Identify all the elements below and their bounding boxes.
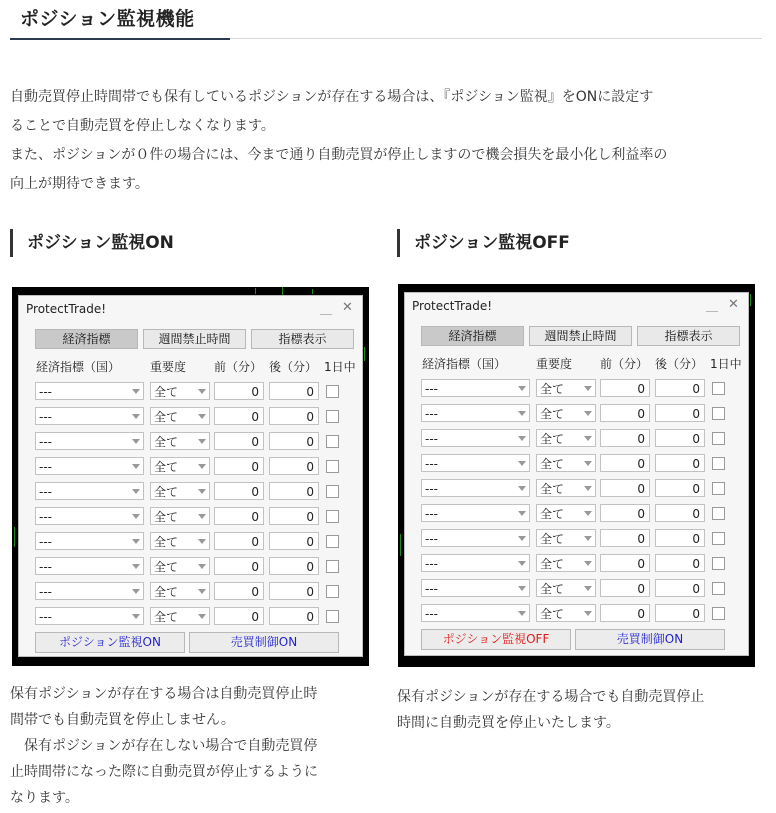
minutes-before-input[interactable]: 0 [600, 479, 650, 497]
tab-indicator-display[interactable]: 指標表示 [251, 329, 354, 349]
country-select-value: --- [39, 460, 52, 474]
all-day-checkbox[interactable] [326, 485, 339, 498]
indicator-row [19, 532, 362, 554]
importance-select[interactable] [150, 432, 210, 450]
minutes-after-input[interactable]: 0 [269, 507, 319, 525]
importance-select-value: 全て [154, 485, 179, 499]
country-select-value: --- [425, 382, 438, 396]
country-select-value: --- [425, 457, 438, 471]
indicator-row [405, 379, 748, 401]
chevron-down-icon [584, 536, 592, 541]
caption-line: 間帯でも自動売買を停止しません。 [10, 712, 235, 728]
indicator-row [405, 579, 748, 601]
chart-tick [255, 288, 256, 294]
importance-select-value: 全て [154, 610, 179, 624]
importance-select-value: 全て [540, 482, 565, 496]
close-icon[interactable]: ✕ [728, 297, 739, 312]
title-underline-accent [10, 38, 230, 40]
header-all-day: 1日中 [324, 360, 356, 374]
country-select-value: --- [425, 532, 438, 546]
importance-select-value: 全て [540, 582, 565, 596]
chevron-down-icon [132, 514, 140, 519]
screenshot-monitor-off [398, 284, 755, 667]
chevron-down-icon [198, 489, 206, 494]
caption-line: なります。 [10, 790, 79, 806]
close-icon[interactable]: ✕ [342, 300, 353, 315]
country-select[interactable] [421, 529, 530, 547]
header-importance: 重要度 [536, 357, 573, 371]
section-title: ポジション監視機能 [20, 8, 195, 30]
minutes-before-input[interactable]: 0 [214, 532, 264, 550]
chevron-down-icon [132, 389, 140, 394]
all-day-checkbox[interactable] [712, 457, 725, 470]
indicator-row [19, 382, 362, 404]
country-select-value: --- [39, 435, 52, 449]
all-day-checkbox[interactable] [712, 532, 725, 545]
chevron-down-icon [584, 461, 592, 466]
window-title: ProtectTrade! [412, 299, 493, 313]
chevron-down-icon [198, 539, 206, 544]
minutes-before-input[interactable]: 0 [600, 429, 650, 447]
country-select[interactable] [421, 579, 530, 597]
minutes-after-input[interactable]: 0 [655, 404, 705, 422]
all-day-checkbox[interactable] [712, 557, 725, 570]
importance-select-value: 全て [540, 382, 565, 396]
tab-weekly-prohibited-time[interactable]: 週間禁止時間 [143, 329, 246, 349]
chevron-down-icon [584, 386, 592, 391]
chevron-down-icon [518, 411, 526, 416]
country-select-value: --- [39, 485, 52, 499]
header-minutes-after: 後（分） [655, 357, 704, 371]
all-day-checkbox[interactable] [712, 507, 725, 520]
minutes-before-input[interactable]: 0 [214, 457, 264, 475]
importance-select[interactable] [536, 504, 596, 522]
all-day-checkbox[interactable] [712, 607, 725, 620]
indicator-row [405, 454, 748, 476]
chevron-down-icon [132, 414, 140, 419]
header-all-day: 1日中 [710, 357, 742, 371]
minutes-after-input[interactable]: 0 [269, 582, 319, 600]
window-title: ProtectTrade! [26, 302, 107, 316]
minutes-before-input[interactable]: 0 [600, 404, 650, 422]
chevron-down-icon [584, 586, 592, 591]
all-day-checkbox[interactable] [326, 560, 339, 573]
indicator-row [19, 607, 362, 629]
country-select[interactable] [421, 554, 530, 572]
importance-select[interactable] [536, 454, 596, 472]
all-day-checkbox[interactable] [712, 582, 725, 595]
importance-select-value: 全て [540, 507, 565, 521]
chevron-down-icon [198, 614, 206, 619]
heading-monitor-off: ポジション監視OFF [397, 229, 570, 257]
intro-line: ることで自動売買を停止しなくなります。 [10, 118, 275, 134]
country-select-value: --- [425, 432, 438, 446]
all-day-checkbox[interactable] [326, 435, 339, 448]
intro-line: 向上が期待できます。 [10, 176, 149, 192]
minutes-after-input[interactable]: 0 [655, 504, 705, 522]
indicator-row [405, 429, 748, 451]
indicator-row [405, 604, 748, 626]
chevron-down-icon [198, 439, 206, 444]
country-select[interactable] [35, 482, 144, 500]
caption-line: 止時間帯になった際に自動売買が停止するように [10, 764, 318, 780]
country-select[interactable] [421, 479, 530, 497]
country-select-value: --- [425, 557, 438, 571]
importance-select[interactable] [150, 582, 210, 600]
importance-select[interactable] [150, 532, 210, 550]
indicator-row [19, 557, 362, 579]
importance-select-value: 全て [154, 410, 179, 424]
importance-select[interactable] [536, 604, 596, 622]
chevron-down-icon [132, 564, 140, 569]
chevron-down-icon [198, 414, 206, 419]
minimize-icon[interactable]: ＿ [320, 302, 333, 316]
all-day-checkbox[interactable] [326, 410, 339, 423]
chart-tick [312, 289, 313, 294]
importance-select[interactable] [150, 457, 210, 475]
all-day-checkbox[interactable] [326, 385, 339, 398]
chevron-down-icon [518, 436, 526, 441]
indicator-row [405, 529, 748, 551]
all-day-checkbox[interactable] [712, 382, 725, 395]
all-day-checkbox[interactable] [712, 482, 725, 495]
importance-select[interactable] [150, 557, 210, 575]
all-day-checkbox[interactable] [326, 510, 339, 523]
caption-line: 時間に自動売買を停止いたします。 [397, 715, 620, 731]
all-day-checkbox[interactable] [326, 585, 339, 598]
chevron-down-icon [584, 486, 592, 491]
country-select[interactable] [421, 379, 530, 397]
tab-indicator-display[interactable]: 指標表示 [637, 326, 740, 346]
country-select-value: --- [425, 482, 438, 496]
indicator-row [19, 407, 362, 429]
minutes-after-input[interactable]: 0 [269, 457, 319, 475]
header-importance: 重要度 [150, 360, 187, 374]
country-select[interactable] [421, 429, 530, 447]
indicator-row [19, 482, 362, 504]
importance-select[interactable] [150, 382, 210, 400]
minutes-after-input[interactable]: 0 [269, 482, 319, 500]
chevron-down-icon [584, 561, 592, 566]
chevron-down-icon [518, 561, 526, 566]
minutes-after-input[interactable]: 0 [269, 407, 319, 425]
importance-select-value: 全て [540, 457, 565, 471]
heading-monitor-on: ポジション監視ON [10, 229, 174, 257]
importance-select[interactable] [536, 529, 596, 547]
minutes-after-input[interactable]: 0 [655, 379, 705, 397]
importance-select-value: 全て [154, 510, 179, 524]
intro-line: また、ポジションが０件の場合には、今まで通り自動売買が停止しますので機会損失を最小化し利益率の [10, 147, 668, 163]
minutes-before-input[interactable]: 0 [214, 432, 264, 450]
chevron-down-icon [132, 589, 140, 594]
importance-select[interactable] [150, 482, 210, 500]
minutes-after-input[interactable]: 0 [655, 529, 705, 547]
all-day-checkbox[interactable] [326, 460, 339, 473]
importance-select-value: 全て [154, 435, 179, 449]
header-country: 経済指標（国） [422, 357, 507, 371]
importance-select-value: 全て [540, 557, 565, 571]
chevron-down-icon [132, 439, 140, 444]
position-monitor-button[interactable]: ポジション監視ON [35, 632, 185, 653]
minutes-after-input[interactable]: 0 [269, 607, 319, 625]
chevron-down-icon [518, 586, 526, 591]
country-select[interactable] [421, 404, 530, 422]
tab-econ-indicators[interactable]: 経済指標 [35, 329, 138, 349]
minutes-after-input[interactable]: 0 [269, 532, 319, 550]
indicator-row [405, 554, 748, 576]
tab-weekly-prohibited-time[interactable]: 週間禁止時間 [529, 326, 632, 346]
tab-econ-indicators[interactable]: 経済指標 [421, 326, 524, 346]
chevron-down-icon [584, 411, 592, 416]
minutes-after-input[interactable]: 0 [269, 382, 319, 400]
indicator-row [19, 507, 362, 529]
minutes-before-input[interactable]: 0 [214, 507, 264, 525]
minutes-after-input[interactable]: 0 [655, 429, 705, 447]
position-monitor-button[interactable]: ポジション監視OFF [421, 629, 571, 650]
chevron-down-icon [198, 589, 206, 594]
minutes-before-input[interactable]: 0 [600, 579, 650, 597]
chevron-down-icon [198, 464, 206, 469]
minutes-before-input[interactable]: 0 [214, 382, 264, 400]
trade-control-button[interactable]: 売買制御ON [189, 632, 339, 653]
all-day-checkbox[interactable] [712, 407, 725, 420]
header-country: 経済指標（国） [36, 360, 121, 374]
minutes-before-input[interactable]: 0 [600, 604, 650, 622]
minimize-icon[interactable]: ＿ [706, 299, 719, 313]
importance-select[interactable] [150, 607, 210, 625]
chevron-down-icon [518, 486, 526, 491]
country-select[interactable] [35, 532, 144, 550]
minutes-before-input[interactable]: 0 [600, 454, 650, 472]
country-select[interactable] [421, 604, 530, 622]
importance-select-value: 全て [154, 385, 179, 399]
minutes-before-input[interactable]: 0 [214, 482, 264, 500]
chart-tick [14, 527, 15, 547]
caption-monitor-on [10, 681, 370, 811]
trade-control-button[interactable]: 売買制御ON [575, 629, 725, 650]
importance-select[interactable] [536, 429, 596, 447]
chevron-down-icon [518, 461, 526, 466]
minutes-after-input[interactable]: 0 [269, 557, 319, 575]
minutes-after-input[interactable]: 0 [655, 479, 705, 497]
country-select-value: --- [39, 385, 52, 399]
header-minutes-after: 後（分） [269, 360, 318, 374]
minutes-after-input[interactable]: 0 [655, 554, 705, 572]
importance-select[interactable] [150, 407, 210, 425]
importance-select[interactable] [536, 554, 596, 572]
indicator-row [19, 432, 362, 454]
country-select[interactable] [35, 407, 144, 425]
country-select[interactable] [35, 582, 144, 600]
caption-monitor-off [397, 684, 767, 736]
minutes-before-input[interactable]: 0 [214, 557, 264, 575]
chart-tick [750, 294, 751, 306]
country-select-value: --- [39, 535, 52, 549]
caption-line: 保有ポジションが存在する場合は自動売買停止時 [10, 686, 318, 702]
chevron-down-icon [518, 611, 526, 616]
importance-select-value: 全て [154, 460, 179, 474]
minutes-after-input[interactable]: 0 [655, 454, 705, 472]
country-select-value: --- [425, 507, 438, 521]
indicator-row [19, 582, 362, 604]
chart-tick [282, 287, 283, 295]
importance-select[interactable] [536, 404, 596, 422]
caption-line: 保有ポジションが存在する場合でも自動売買停止 [397, 689, 705, 705]
chevron-down-icon [584, 436, 592, 441]
chevron-down-icon [198, 514, 206, 519]
importance-select-value: 全て [540, 432, 565, 446]
country-select[interactable] [35, 457, 144, 475]
country-select[interactable] [421, 504, 530, 522]
importance-select-value: 全て [540, 607, 565, 621]
chevron-down-icon [584, 511, 592, 516]
importance-select[interactable] [536, 479, 596, 497]
chevron-down-icon [518, 386, 526, 391]
screenshot-monitor-on [12, 287, 369, 666]
minutes-after-input[interactable]: 0 [655, 579, 705, 597]
importance-select[interactable] [536, 579, 596, 597]
country-select-value: --- [425, 607, 438, 621]
importance-select-value: 全て [154, 560, 179, 574]
chevron-down-icon [198, 564, 206, 569]
caption-line: 保有ポジションが存在しない場合で自動売買停 [10, 738, 318, 754]
minutes-after-input[interactable]: 0 [655, 604, 705, 622]
minutes-before-input[interactable]: 0 [214, 582, 264, 600]
minutes-after-input[interactable]: 0 [269, 432, 319, 450]
minutes-before-input[interactable]: 0 [214, 607, 264, 625]
importance-select-value: 全て [154, 535, 179, 549]
all-day-checkbox[interactable] [712, 432, 725, 445]
country-select[interactable] [35, 432, 144, 450]
chart-tick [400, 534, 401, 556]
chevron-down-icon [518, 536, 526, 541]
chevron-down-icon [198, 389, 206, 394]
country-select[interactable] [421, 454, 530, 472]
importance-select-value: 全て [540, 407, 565, 421]
country-select-value: --- [39, 410, 52, 424]
country-select-value: --- [425, 407, 438, 421]
country-select-value: --- [39, 560, 52, 574]
indicator-row [19, 457, 362, 479]
indicator-row [405, 504, 748, 526]
country-select-value: --- [39, 610, 52, 624]
chevron-down-icon [584, 611, 592, 616]
country-select-value: --- [39, 510, 52, 524]
all-day-checkbox[interactable] [326, 610, 339, 623]
minutes-before-input[interactable]: 0 [214, 407, 264, 425]
country-select[interactable] [35, 607, 144, 625]
chevron-down-icon [518, 511, 526, 516]
country-select[interactable] [35, 557, 144, 575]
country-select[interactable] [35, 382, 144, 400]
chevron-down-icon [132, 539, 140, 544]
chevron-down-icon [132, 464, 140, 469]
intro-paragraph [10, 83, 766, 199]
minutes-before-input[interactable]: 0 [600, 504, 650, 522]
importance-select-value: 全て [540, 532, 565, 546]
indicator-row [405, 404, 748, 426]
intro-line: 自動売買停止時間帯でも保有しているポジションが存在する場合は、『ポジション監視』をONに設定す [10, 89, 654, 105]
header-minutes-before: 前（分） [214, 360, 263, 374]
country-select-value: --- [39, 585, 52, 599]
all-day-checkbox[interactable] [326, 535, 339, 548]
country-select[interactable] [35, 507, 144, 525]
country-select-value: --- [425, 582, 438, 596]
indicator-row [405, 479, 748, 501]
importance-select[interactable] [536, 379, 596, 397]
chevron-down-icon [132, 614, 140, 619]
protecttrade-window [18, 295, 363, 657]
importance-select-value: 全て [154, 585, 179, 599]
minutes-before-input[interactable]: 0 [600, 529, 650, 547]
header-minutes-before: 前（分） [600, 357, 649, 371]
minutes-before-input[interactable]: 0 [600, 554, 650, 572]
chart-tick [364, 347, 365, 361]
protecttrade-window [404, 292, 749, 656]
importance-select[interactable] [150, 507, 210, 525]
minutes-before-input[interactable]: 0 [600, 379, 650, 397]
chevron-down-icon [132, 489, 140, 494]
